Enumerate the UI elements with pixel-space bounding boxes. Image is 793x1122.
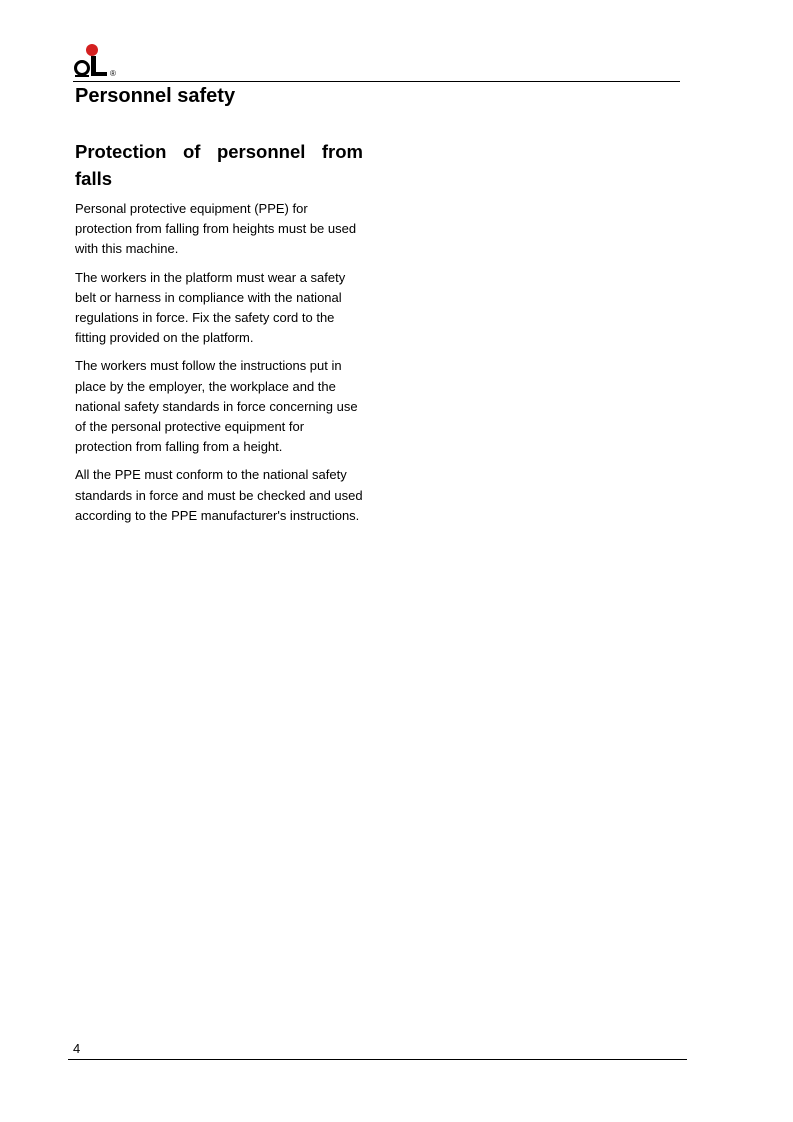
footer-rule: [68, 1059, 687, 1060]
paragraph-ppe-requirement: Personal protective equipment (PPE) for protection from falling from heights must be used with this machine.: [75, 201, 357, 257]
header-rule: [73, 81, 680, 82]
dl-logo-icon: [73, 43, 123, 79]
logo-registered-mark: ®: [110, 69, 116, 78]
logo-red-dot: [86, 44, 98, 56]
logo-d-bowl: [76, 62, 89, 75]
page-title: Personnel safety: [75, 85, 236, 107]
paragraph-ppe-conformity: All the PPE must conform to the national safety standards in force and must be checked and used according to the PPE manufacturer's instructions.: [75, 467, 363, 523]
company-logo: [73, 43, 123, 79]
page-number: 4: [73, 1041, 81, 1056]
paragraph-employer-instructions: The workers must follow the instructions put in place by the employer, the workplace and the national safety standards in force concerning use of the personal protective equipment for protection from falling from a height.: [75, 358, 358, 455]
logo-l-shape: [91, 56, 107, 76]
content-column: [75, 138, 363, 534]
section-title: Protection of personnel from falls: [75, 141, 363, 189]
paragraph-safety-belt: The workers in the platform must wear a safety belt or harness in compliance with the national regulations in force. Fix the safety cord to the fitting provided on the platform.: [75, 269, 346, 346]
